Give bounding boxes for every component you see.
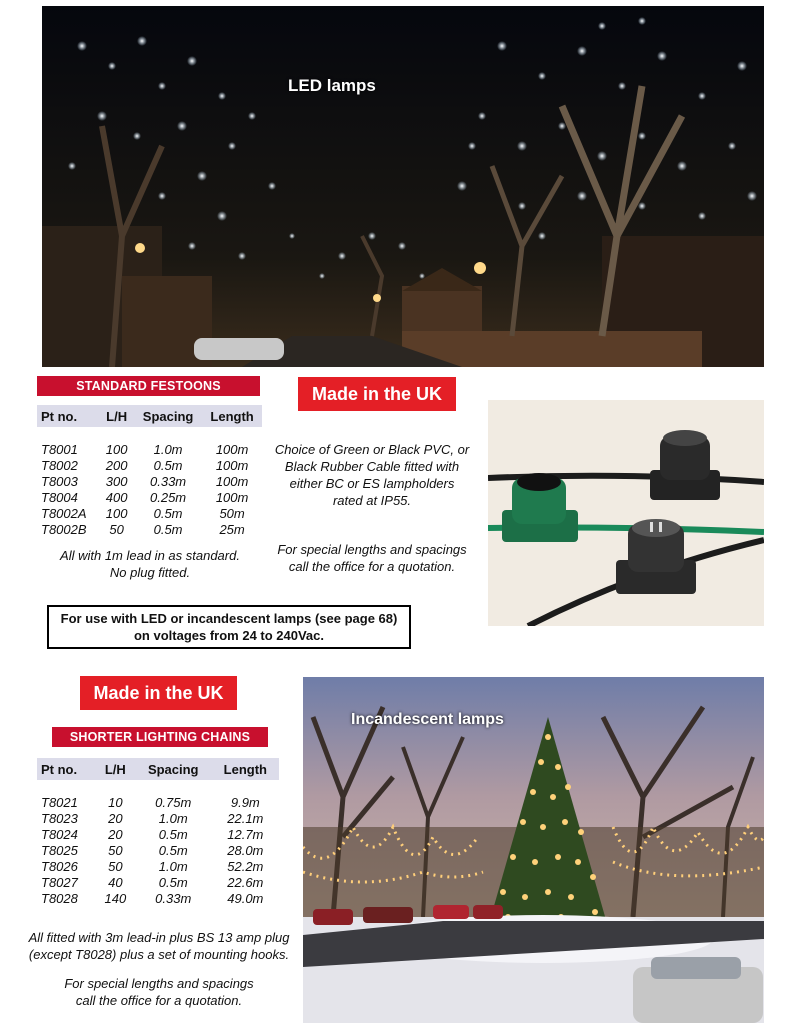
table-cell: 0.5m: [158, 842, 188, 858]
chains-table: [37, 758, 279, 906]
festoons-header-length: Length: [202, 405, 262, 427]
table-cell: 1.0m: [158, 858, 188, 874]
festoons-spacer: [37, 427, 262, 441]
table-cell: 10: [108, 794, 123, 810]
chains-header-spacing: Spacing: [135, 758, 212, 780]
table-cell: T8026: [41, 858, 78, 874]
table-cell: 0.5m: [153, 521, 183, 537]
table-row: [37, 489, 262, 505]
made-in-uk-badge-top: Made in the UK: [298, 377, 456, 411]
table-cell: 50: [108, 842, 123, 858]
table-cell: 0.5m: [153, 505, 183, 521]
festoons-lead-line2: No plug fitted.: [109, 565, 191, 580]
table-cell: T8001: [41, 441, 78, 457]
table-cell: 140: [104, 890, 127, 906]
table-cell: T8027: [41, 874, 78, 890]
led-street-illustration: [42, 6, 764, 367]
table-cell: 100m: [215, 473, 249, 489]
table-row: [37, 826, 279, 842]
table-cell: 200: [105, 457, 128, 473]
table-cell: T8024: [41, 826, 78, 842]
festoons-table: [37, 405, 262, 537]
table-cell: 100: [105, 505, 128, 521]
made-in-uk-badge-bottom: Made in the UK: [80, 676, 237, 710]
special-top-line2: call the office for a quotation.: [288, 559, 456, 574]
festoons-lead-line1: All with 1m lead in as standard.: [60, 548, 240, 563]
chains-spacer: [37, 780, 279, 794]
chains-lead-line2: (except T8028) plus a set of mounting hooks.: [28, 947, 290, 962]
table-row: [37, 810, 279, 826]
table-cell: 25m: [219, 521, 245, 537]
table-cell: 300: [105, 473, 128, 489]
table-cell: T8002: [41, 457, 78, 473]
table-cell: 0.33m: [150, 473, 187, 489]
chains-header-length: Length: [212, 758, 279, 780]
cable-line4: rated at IP55.: [332, 493, 412, 508]
table-cell: T8002B: [41, 521, 87, 537]
table-cell: 0.5m: [153, 457, 183, 473]
chains-lead-note: [14, 929, 304, 963]
table-cell: T8023: [41, 810, 78, 826]
table-cell: 100: [105, 441, 128, 457]
table-cell: T8004: [41, 489, 78, 505]
table-row: [37, 441, 262, 457]
cable-choice-note: [262, 441, 482, 509]
table-cell: 49.0m: [227, 890, 264, 906]
standard-festoons-title: STANDARD FESTOONS: [37, 376, 260, 396]
table-cell: 0.5m: [158, 874, 188, 890]
table-row: [37, 457, 262, 473]
table-cell: 20: [108, 826, 123, 842]
table-cell: 0.5m: [158, 826, 188, 842]
table-cell: T8003: [41, 473, 78, 489]
chains-header-row: [37, 758, 279, 780]
special-top-line1: For special lengths and spacings: [277, 542, 467, 557]
special-bottom-line2: call the office for a quotation.: [75, 993, 243, 1008]
led-street-photo: [42, 6, 764, 367]
table-cell: T8025: [41, 842, 78, 858]
shorter-chains-title: SHORTER LIGHTING CHAINS: [52, 727, 268, 747]
chains-lead-line1: All fitted with 3m lead-in plus BS 13 amp plug: [28, 930, 290, 945]
table-row: [37, 890, 279, 906]
festoons-header-row: [37, 405, 262, 427]
table-cell: 22.6m: [227, 874, 264, 890]
table-cell: 1.0m: [158, 810, 188, 826]
table-cell: 100m: [215, 457, 249, 473]
lampholder-illustration: [488, 400, 764, 626]
led-lamps-caption: LED lamps: [288, 76, 376, 95]
table-cell: 400: [105, 489, 128, 505]
festoons-lead-note: [30, 547, 270, 581]
table-cell: 40: [108, 874, 123, 890]
festoons-header-pt: Pt no.: [37, 405, 99, 427]
table-cell: 28.0m: [227, 842, 264, 858]
table-cell: 1.0m: [153, 441, 183, 457]
table-cell: 12.7m: [227, 826, 264, 842]
use-voltage-box: [47, 605, 411, 649]
table-cell: 50: [108, 858, 123, 874]
incandescent-photo: [303, 677, 764, 1023]
table-cell: T8021: [41, 794, 78, 810]
table-cell: 50m: [219, 505, 245, 521]
chains-header-lh: L/H: [96, 758, 135, 780]
table-cell: 20: [108, 810, 123, 826]
table-cell: T8002A: [41, 505, 87, 521]
table-cell: 100m: [215, 441, 249, 457]
lampholder-photo: [488, 400, 764, 626]
table-row: [37, 794, 279, 810]
special-lengths-note-top: [262, 541, 482, 575]
table-cell: 0.75m: [155, 794, 192, 810]
cable-line1: Choice of Green or Black PVC, or: [274, 442, 470, 457]
table-cell: T8028: [41, 890, 78, 906]
table-cell: 100m: [215, 489, 249, 505]
special-bottom-line1: For special lengths and spacings: [64, 976, 254, 991]
table-cell: 52.2m: [227, 858, 264, 874]
table-cell: 50: [109, 521, 124, 537]
table-cell: 0.33m: [155, 890, 192, 906]
special-lengths-note-bottom: [44, 975, 274, 1009]
table-row: [37, 842, 279, 858]
incandescent-caption: Incandescent lamps: [351, 711, 504, 728]
table-row: [37, 473, 262, 489]
cable-line3: either BC or ES lampholders: [289, 476, 455, 491]
use-box-line2: on voltages from 24 to 240Vac.: [133, 628, 325, 643]
table-cell: 22.1m: [227, 810, 264, 826]
table-row: [37, 874, 279, 890]
chains-header-pt: Pt no.: [37, 758, 96, 780]
festoons-header-spacing: Spacing: [134, 405, 202, 427]
festoons-header-lh: L/H: [99, 405, 134, 427]
use-box-line1: For use with LED or incandescent lamps (see page 68): [60, 611, 398, 626]
cable-line2: Black Rubber Cable fitted with: [284, 459, 460, 474]
table-row: [37, 505, 262, 521]
table-cell: 9.9m: [230, 794, 260, 810]
table-cell: 0.25m: [150, 489, 187, 505]
table-row: [37, 858, 279, 874]
table-row: [37, 521, 262, 537]
